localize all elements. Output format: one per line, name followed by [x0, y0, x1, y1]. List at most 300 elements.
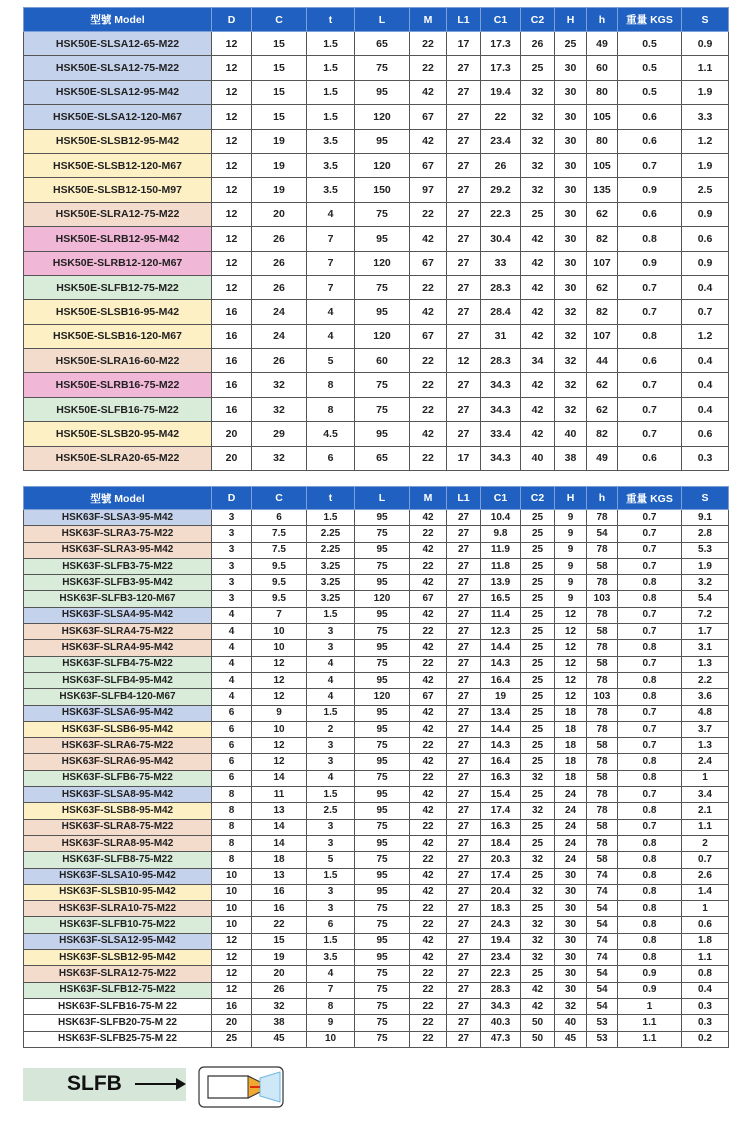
value-cell: 4 — [212, 689, 252, 705]
value-cell: 14.3 — [481, 738, 521, 754]
value-cell: 32 — [521, 105, 555, 129]
value-cell: 75 — [355, 998, 410, 1014]
value-cell: 27 — [447, 422, 481, 446]
value-cell: 33 — [481, 251, 521, 275]
value-cell: 12 — [212, 105, 252, 129]
value-cell: 4 — [212, 624, 252, 640]
value-cell: 30 — [555, 153, 587, 177]
value-cell: 0.5 — [618, 56, 682, 80]
value-cell: 3.3 — [682, 105, 729, 129]
value-cell: 1.5 — [307, 705, 355, 721]
value-cell: 0.6 — [618, 105, 682, 129]
value-cell: 22 — [410, 901, 447, 917]
value-cell: 27 — [447, 787, 481, 803]
value-cell: 120 — [355, 251, 410, 275]
value-cell: 105 — [587, 153, 618, 177]
value-cell: 12 — [555, 624, 587, 640]
value-cell: 1.2 — [682, 129, 729, 153]
value-cell: 27 — [447, 770, 481, 786]
column-header: 重量 KGS — [618, 487, 682, 510]
value-cell: 22 — [410, 1031, 447, 1047]
table-row — [24, 884, 729, 900]
value-cell: 95 — [355, 705, 410, 721]
model-cell: HSK63F-SLSA8-95-M42 — [24, 787, 212, 803]
value-cell: 25 — [521, 575, 555, 591]
value-cell: 0.9 — [682, 202, 729, 226]
value-cell: 19.4 — [481, 80, 521, 104]
value-cell: 25 — [521, 591, 555, 607]
value-cell: 8 — [212, 852, 252, 868]
model-cell: HSK63F-SLSB8-95-M42 — [24, 803, 212, 819]
value-cell: 15 — [252, 80, 307, 104]
value-cell: 8 — [212, 803, 252, 819]
value-cell: 32 — [521, 153, 555, 177]
model-cell: HSK63F-SLRA8-95-M42 — [24, 835, 212, 851]
value-cell: 150 — [355, 178, 410, 202]
value-cell: 75 — [355, 558, 410, 574]
value-cell: 16 — [212, 397, 252, 421]
value-cell: 3 — [307, 901, 355, 917]
value-cell: 16.3 — [481, 819, 521, 835]
model-cell: HSK50E-SLRA12-75-M22 — [24, 202, 212, 226]
value-cell: 0.8 — [618, 754, 682, 770]
value-cell: 42 — [410, 884, 447, 900]
value-cell: 24 — [555, 787, 587, 803]
value-cell: 3.4 — [682, 787, 729, 803]
value-cell: 25 — [521, 526, 555, 542]
value-cell: 0.7 — [682, 300, 729, 324]
value-cell: 9 — [555, 575, 587, 591]
value-cell: 6 — [252, 510, 307, 526]
value-cell: 5 — [307, 349, 355, 373]
value-cell: 47.3 — [481, 1031, 521, 1047]
value-cell: 10 — [212, 884, 252, 900]
model-cell: HSK63F-SLSB12-95-M42 — [24, 950, 212, 966]
model-cell: HSK63F-SLFB4-95-M42 — [24, 672, 212, 688]
value-cell: 95 — [355, 640, 410, 656]
value-cell: 58 — [587, 819, 618, 835]
value-cell: 0.7 — [618, 738, 682, 754]
value-cell: 30 — [555, 129, 587, 153]
value-cell: 12 — [212, 966, 252, 982]
table-row — [24, 819, 729, 835]
value-cell: 25 — [521, 640, 555, 656]
value-cell: 27 — [447, 526, 481, 542]
table-row — [24, 153, 729, 177]
table-row — [24, 105, 729, 129]
model-cell: HSK63F-SLSA12-95-M42 — [24, 933, 212, 949]
value-cell: 95 — [355, 300, 410, 324]
value-cell: 120 — [355, 153, 410, 177]
value-cell: 10 — [212, 868, 252, 884]
value-cell: 32 — [252, 373, 307, 397]
value-cell: 12 — [252, 738, 307, 754]
value-cell: 20 — [212, 1015, 252, 1031]
value-cell: 1.5 — [307, 32, 355, 56]
value-cell: 0.6 — [618, 129, 682, 153]
value-cell: 0.2 — [682, 1031, 729, 1047]
value-cell: 5.4 — [682, 591, 729, 607]
value-cell: 78 — [587, 754, 618, 770]
value-cell: 0.8 — [618, 324, 682, 348]
model-cell: HSK63F-SLFB25-75-M 22 — [24, 1031, 212, 1047]
value-cell: 12 — [212, 251, 252, 275]
value-cell: 40.3 — [481, 1015, 521, 1031]
spec-table-hsk63f — [23, 486, 729, 1048]
value-cell: 78 — [587, 510, 618, 526]
column-header: C2 — [521, 8, 555, 32]
column-header: L1 — [447, 487, 481, 510]
value-cell: 26 — [252, 227, 307, 251]
value-cell: 28.3 — [481, 349, 521, 373]
value-cell: 1.3 — [682, 656, 729, 672]
value-cell: 120 — [355, 591, 410, 607]
value-cell: 42 — [410, 422, 447, 446]
value-cell: 42 — [521, 275, 555, 299]
table-row — [24, 689, 729, 705]
table-row — [24, 754, 729, 770]
value-cell: 75 — [355, 624, 410, 640]
table-row — [24, 591, 729, 607]
value-cell: 25 — [212, 1031, 252, 1047]
value-cell: 27 — [447, 591, 481, 607]
value-cell: 0.9 — [618, 982, 682, 998]
value-cell: 12 — [555, 656, 587, 672]
value-cell: 120 — [355, 689, 410, 705]
value-cell: 0.8 — [618, 868, 682, 884]
value-cell: 4 — [212, 640, 252, 656]
model-cell: HSK50E-SLRB12-95-M42 — [24, 227, 212, 251]
value-cell: 75 — [355, 738, 410, 754]
value-cell: 20 — [212, 422, 252, 446]
column-header: S — [682, 8, 729, 32]
table-row — [24, 575, 729, 591]
value-cell: 65 — [355, 446, 410, 470]
value-cell: 27 — [447, 982, 481, 998]
value-cell: 30 — [555, 80, 587, 104]
value-cell: 28.3 — [481, 982, 521, 998]
model-cell: HSK63F-SLFB3-75-M22 — [24, 558, 212, 574]
value-cell: 17 — [447, 446, 481, 470]
value-cell: 30 — [555, 105, 587, 129]
value-cell: 24 — [252, 324, 307, 348]
value-cell: 103 — [587, 591, 618, 607]
table-row — [24, 770, 729, 786]
value-cell: 27 — [447, 542, 481, 558]
value-cell: 22.3 — [481, 966, 521, 982]
value-cell: 97 — [410, 178, 447, 202]
column-header: L — [355, 487, 410, 510]
table-row — [24, 868, 729, 884]
value-cell: 27 — [447, 950, 481, 966]
value-cell: 74 — [587, 868, 618, 884]
value-cell: 9.5 — [252, 575, 307, 591]
value-cell: 0.8 — [618, 852, 682, 868]
value-cell: 42 — [410, 933, 447, 949]
value-cell: 25 — [521, 510, 555, 526]
value-cell: 78 — [587, 705, 618, 721]
value-cell: 27 — [447, 868, 481, 884]
value-cell: 3 — [212, 526, 252, 542]
model-cell: HSK50E-SLSA12-95-M42 — [24, 80, 212, 104]
value-cell: 75 — [355, 852, 410, 868]
value-cell: 19 — [252, 950, 307, 966]
value-cell: 9.8 — [481, 526, 521, 542]
value-cell: 0.7 — [618, 705, 682, 721]
value-cell: 20 — [252, 202, 307, 226]
value-cell: 11.4 — [481, 607, 521, 623]
value-cell: 2.5 — [682, 178, 729, 202]
value-cell: 67 — [410, 153, 447, 177]
value-cell: 27 — [447, 917, 481, 933]
value-cell: 0.9 — [618, 966, 682, 982]
value-cell: 95 — [355, 575, 410, 591]
value-cell: 0.6 — [682, 917, 729, 933]
column-header: C1 — [481, 487, 521, 510]
value-cell: 9 — [555, 510, 587, 526]
value-cell: 4.8 — [682, 705, 729, 721]
value-cell: 27 — [447, 624, 481, 640]
value-cell: 75 — [355, 656, 410, 672]
column-header: t — [307, 487, 355, 510]
value-cell: 14.4 — [481, 721, 521, 737]
value-cell: 1.1 — [682, 56, 729, 80]
model-cell: HSK50E-SLFB12-75-M22 — [24, 275, 212, 299]
value-cell: 1.5 — [307, 510, 355, 526]
value-cell: 42 — [521, 982, 555, 998]
value-cell: 3 — [212, 558, 252, 574]
table-row — [24, 510, 729, 526]
value-cell: 58 — [587, 738, 618, 754]
value-cell: 0.8 — [618, 901, 682, 917]
value-cell: 32 — [521, 884, 555, 900]
table-row — [24, 721, 729, 737]
value-cell: 27 — [447, 300, 481, 324]
value-cell: 7 — [307, 251, 355, 275]
value-cell: 25 — [521, 787, 555, 803]
value-cell: 24 — [252, 300, 307, 324]
value-cell: 22 — [410, 275, 447, 299]
table-row — [24, 835, 729, 851]
value-cell: 78 — [587, 787, 618, 803]
value-cell: 95 — [355, 510, 410, 526]
column-header: L — [355, 8, 410, 32]
value-cell: 19 — [252, 153, 307, 177]
value-cell: 12 — [252, 754, 307, 770]
table-row — [24, 607, 729, 623]
value-cell: 0.7 — [618, 300, 682, 324]
value-cell: 12 — [252, 656, 307, 672]
model-cell: HSK50E-SLSA12-120-M67 — [24, 105, 212, 129]
value-cell: 32 — [555, 324, 587, 348]
value-cell: 75 — [355, 1031, 410, 1047]
model-cell: HSK63F-SLFB6-75-M22 — [24, 770, 212, 786]
value-cell: 54 — [587, 982, 618, 998]
value-cell: 26 — [252, 349, 307, 373]
value-cell: 95 — [355, 950, 410, 966]
value-cell: 45 — [555, 1031, 587, 1047]
value-cell: 0.8 — [618, 770, 682, 786]
value-cell: 22 — [410, 982, 447, 998]
column-header: D — [212, 487, 252, 510]
value-cell: 27 — [447, 56, 481, 80]
value-cell: 12 — [447, 349, 481, 373]
model-cell: HSK63F-SLFB10-75-M22 — [24, 917, 212, 933]
value-cell: 3 — [307, 738, 355, 754]
value-cell: 2.2 — [682, 672, 729, 688]
table-row — [24, 852, 729, 868]
value-cell: 4 — [212, 656, 252, 672]
value-cell: 19 — [252, 178, 307, 202]
value-cell: 16 — [252, 884, 307, 900]
value-cell: 4 — [307, 966, 355, 982]
value-cell: 38 — [555, 446, 587, 470]
value-cell: 38 — [252, 1015, 307, 1031]
value-cell: 0.4 — [682, 349, 729, 373]
model-cell: HSK63F-SLRA3-95-M42 — [24, 542, 212, 558]
value-cell: 0.8 — [618, 640, 682, 656]
value-cell: 27 — [447, 933, 481, 949]
value-cell: 3 — [307, 819, 355, 835]
value-cell: 22 — [410, 202, 447, 226]
value-cell: 0.7 — [682, 852, 729, 868]
value-cell: 3.5 — [307, 129, 355, 153]
value-cell: 58 — [587, 656, 618, 672]
value-cell: 74 — [587, 933, 618, 949]
value-cell: 42 — [521, 397, 555, 421]
model-cell: HSK50E-SLSB16-120-M67 — [24, 324, 212, 348]
table-row — [24, 624, 729, 640]
table-row — [24, 982, 729, 998]
value-cell: 27 — [447, 153, 481, 177]
value-cell: 33.4 — [481, 422, 521, 446]
value-cell: 17.3 — [481, 56, 521, 80]
value-cell: 10.4 — [481, 510, 521, 526]
model-cell: HSK63F-SLFB4-120-M67 — [24, 689, 212, 705]
value-cell: 2.8 — [682, 526, 729, 542]
model-cell: HSK63F-SLFB16-75-M 22 — [24, 998, 212, 1014]
table-row — [24, 672, 729, 688]
table-row — [24, 526, 729, 542]
value-cell: 0.7 — [618, 275, 682, 299]
model-cell: HSK63F-SLFB8-75-M22 — [24, 852, 212, 868]
table-row — [24, 656, 729, 672]
value-cell: 20 — [212, 446, 252, 470]
value-cell: 2.5 — [307, 803, 355, 819]
value-cell: 67 — [410, 251, 447, 275]
value-cell: 24 — [555, 803, 587, 819]
value-cell: 42 — [410, 80, 447, 104]
value-cell: 42 — [521, 227, 555, 251]
value-cell: 27 — [447, 656, 481, 672]
value-cell: 0.7 — [618, 422, 682, 446]
value-cell: 34.3 — [481, 446, 521, 470]
value-cell: 22 — [410, 966, 447, 982]
value-cell: 0.5 — [618, 32, 682, 56]
model-cell: HSK63F-SLRA12-75-M22 — [24, 966, 212, 982]
value-cell: 16.3 — [481, 770, 521, 786]
column-header: L1 — [447, 8, 481, 32]
value-cell: 32 — [555, 998, 587, 1014]
value-cell: 25 — [521, 558, 555, 574]
value-cell: 0.8 — [618, 575, 682, 591]
value-cell: 4 — [307, 324, 355, 348]
legend-label: SLFB — [67, 1072, 122, 1095]
value-cell: 1 — [682, 770, 729, 786]
value-cell: 22 — [410, 819, 447, 835]
value-cell: 1.8 — [682, 933, 729, 949]
value-cell: 54 — [587, 998, 618, 1014]
value-cell: 3.25 — [307, 591, 355, 607]
column-header: h — [587, 487, 618, 510]
value-cell: 3 — [212, 542, 252, 558]
value-cell: 78 — [587, 640, 618, 656]
column-header: 型號 Model — [24, 8, 212, 32]
model-cell: HSK50E-SLSB16-95-M42 — [24, 300, 212, 324]
value-cell: 16 — [212, 349, 252, 373]
column-header: C — [252, 487, 307, 510]
value-cell: 1 — [618, 998, 682, 1014]
value-cell: 54 — [587, 901, 618, 917]
column-header: M — [410, 8, 447, 32]
value-cell: 17 — [447, 32, 481, 56]
value-cell: 12 — [212, 178, 252, 202]
value-cell: 95 — [355, 542, 410, 558]
value-cell: 27 — [447, 607, 481, 623]
value-cell: 10 — [252, 640, 307, 656]
value-cell: 7.5 — [252, 542, 307, 558]
value-cell: 29.2 — [481, 178, 521, 202]
value-cell: 0.4 — [682, 373, 729, 397]
value-cell: 30 — [555, 178, 587, 202]
value-cell: 27 — [447, 178, 481, 202]
value-cell: 20.3 — [481, 852, 521, 868]
value-cell: 3.1 — [682, 640, 729, 656]
value-cell: 12 — [212, 933, 252, 949]
table-header-row — [24, 8, 729, 32]
value-cell: 4 — [212, 607, 252, 623]
model-cell: HSK50E-SLRB12-120-M67 — [24, 251, 212, 275]
value-cell: 17.3 — [481, 32, 521, 56]
table-row — [24, 397, 729, 421]
value-cell: 82 — [587, 227, 618, 251]
value-cell: 27 — [447, 672, 481, 688]
value-cell: 78 — [587, 542, 618, 558]
value-cell: 0.6 — [618, 446, 682, 470]
value-cell: 67 — [410, 105, 447, 129]
value-cell: 50 — [521, 1031, 555, 1047]
value-cell: 30 — [555, 868, 587, 884]
column-header: h — [587, 8, 618, 32]
value-cell: 0.6 — [682, 422, 729, 446]
value-cell: 5 — [307, 852, 355, 868]
value-cell: 32 — [555, 349, 587, 373]
value-cell: 32 — [521, 852, 555, 868]
value-cell: 16 — [212, 998, 252, 1014]
table-row — [24, 787, 729, 803]
table-row — [24, 178, 729, 202]
table-row — [24, 901, 729, 917]
value-cell: 0.8 — [618, 933, 682, 949]
value-cell: 30 — [555, 901, 587, 917]
value-cell: 1.2 — [682, 324, 729, 348]
model-cell: HSK63F-SLFB12-75-M22 — [24, 982, 212, 998]
column-header: D — [212, 8, 252, 32]
value-cell: 22 — [481, 105, 521, 129]
value-cell: 34.3 — [481, 397, 521, 421]
value-cell: 8 — [307, 998, 355, 1014]
value-cell: 17.4 — [481, 868, 521, 884]
